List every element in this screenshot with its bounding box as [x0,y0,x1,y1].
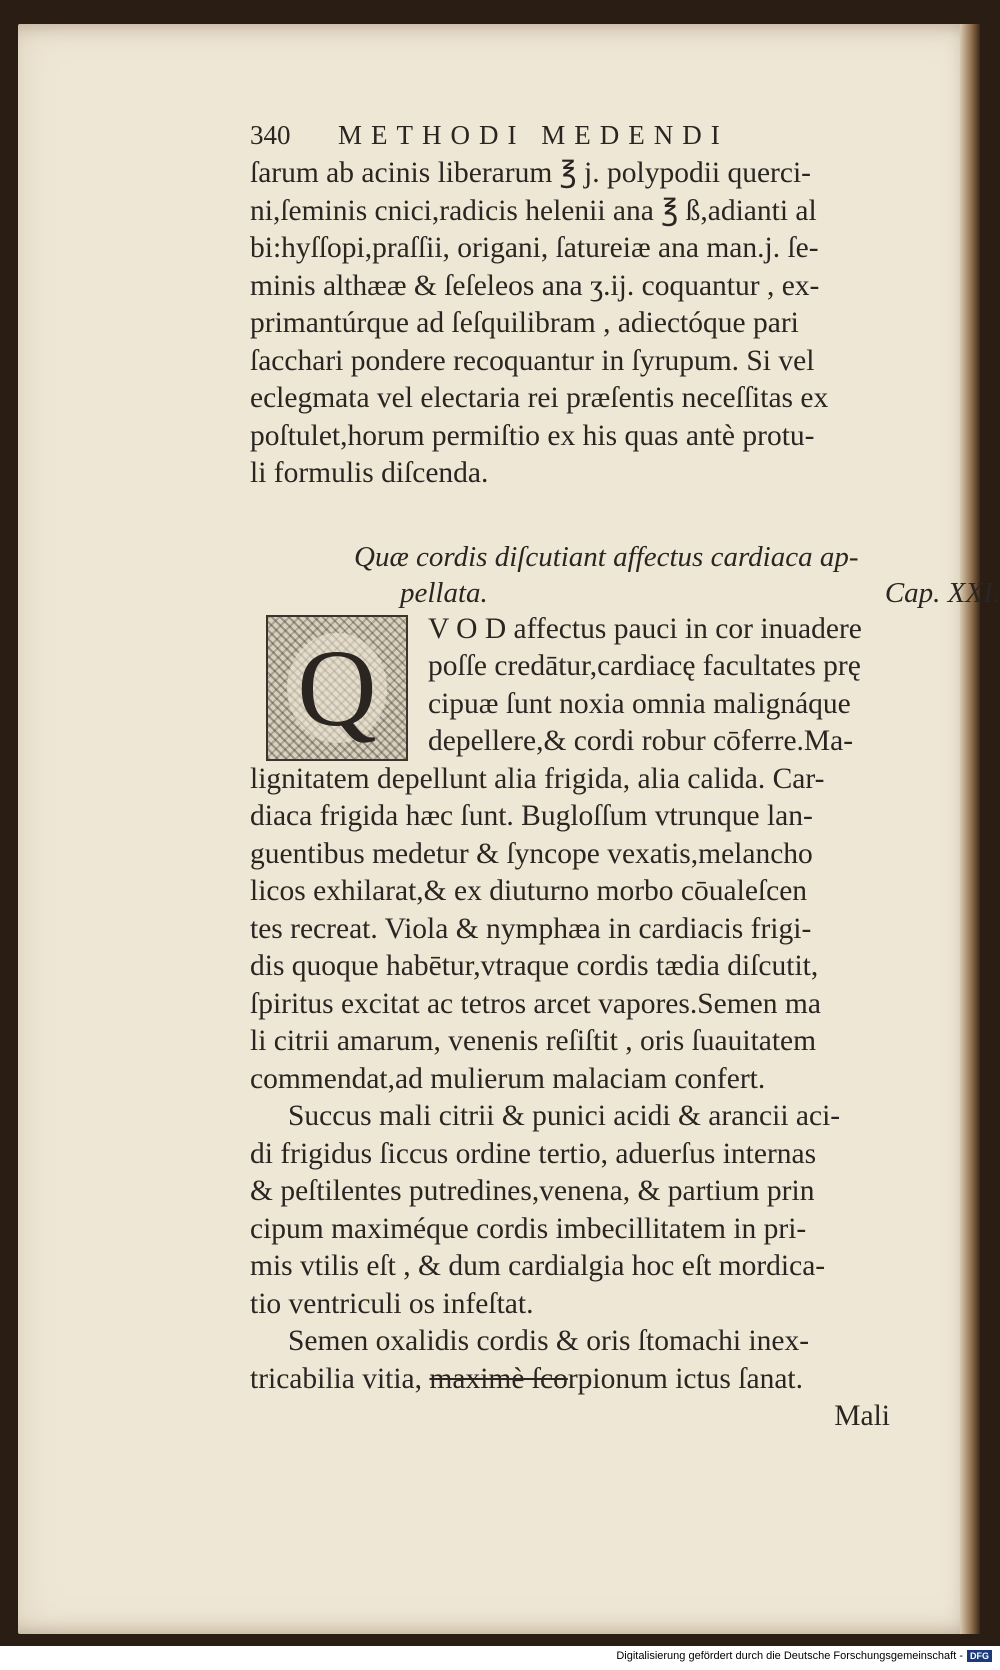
text-fragment: rpionum ictus ſanat. [567,1362,803,1395]
text-line: cipuæ ſunt noxia omnia malignáque [428,687,851,720]
text-line: depellere,& cordi robur cōferre.Ma- [428,725,854,757]
text-line: V O D affectus pauci in cor inuadere [428,612,862,645]
paragraph-semen [250,1323,890,1398]
text-line: primantúrque ad ſeſquilibram , adiectóque pari [250,307,799,339]
text-line: dis quoque habētur,vtraque cordis tædia diſcutit, [250,950,819,982]
text-line: tes recreat. Viola & nymphæa in cardiacis frigi- [250,912,812,945]
text-line: cipum maximéque cordis imbecillitatem in pri- [250,1212,807,1245]
text-line: bi:hyſſopi,praſſii, origani, ſatureiæ ana man.j. ſe- [250,232,819,264]
text-line: li formulis diſcenda. [250,457,489,489]
text-line: eclegmata vel electaria rei præſentis neceſſitas ex [250,382,829,414]
text-line: tio ventriculi os infeſtat. [250,1287,534,1320]
text-line: diaca frigida hæc ſunt. Bugloſſum vtrunque lan- [250,800,813,832]
chapter-title: Quæ cordis diſcutiant affectus cardiaca ap- [354,540,859,573]
chapter-title-continued [250,575,1000,611]
text-line: commendat,ad mulierum malaciam confert. [250,1062,766,1095]
text-line: Semen oxalidis cordis & oris ſtomachi inex- [288,1325,810,1357]
text-line: poſtulet,horum permiſtio ex his quas antè protu- [250,419,815,452]
text-line: licos exhilarat,& ex diuturno morbo cōualeſcen [250,875,808,907]
digitization-credit [616,1650,992,1662]
top-paragraph [250,155,890,493]
text-line: poſſe credātur,cardiacę facultates prę [428,650,861,682]
text-line [250,1361,890,1399]
ornamental-initial [266,615,408,761]
text-line: minis althææ & ſeſeleos ana ʒ.ij. coquantur , ex- [250,269,820,302]
initial-block [250,611,890,761]
chapter-paragraph [250,761,890,1099]
catchword: Mali [834,1400,890,1432]
text-line: lignitatem depellunt alia frigida, alia calida. Car- [250,762,825,795]
page-number: 340 [250,120,291,150]
text-line: guentibus medetur & ſyncope vexatis,melancho [250,837,813,870]
running-header [250,120,890,151]
text-line: mis vtilis eſt , & dum cardialgia hoc eſt mordica- [250,1250,826,1282]
text-fragment: tricabilia vitia, [250,1362,430,1395]
text-line: di frigidus ſiccus ordine tertio, aduerſus internas [250,1137,817,1170]
text-line: ni,ſeminis cnici,radicis helenii ana ℥ ß,adianti al [250,194,817,227]
struck-text: maximè ſco [429,1362,568,1395]
credit-text: Digitalisierung gefördert durch die Deutsche Forschungsgemeinschaft - [616,1650,963,1662]
running-title: METHODI MEDENDI [338,120,729,150]
chapter-title-line2: pellata. [400,576,488,609]
book-page [18,24,1000,1634]
text-line: ſacchari pondere recoquantur in ſyrupum. Si vel [250,344,815,377]
text-line: & peſtilentes putredines,venena, & partium prin [250,1175,815,1207]
text-line: ſarum ab acinis liberarum ℥ j. polypodii querci- [250,157,811,189]
chapter-number: Cap. XXI. [884,576,1000,609]
page-text [250,120,1000,1436]
text-line: li citrii amarum, venenis reſiſtit , oris ſuauitatem [250,1025,817,1057]
initial-letter: Q [287,633,386,743]
page-spine-edge [960,24,980,1634]
dfg-logo: DFG [967,1650,992,1662]
text-line: Succus mali citrii & punici acidi & arancii aci- [288,1100,841,1132]
text-line: ſpiritus excitat ac tetros arcet vapores.Semen ma [250,987,821,1020]
paragraph-succus [250,1098,890,1323]
